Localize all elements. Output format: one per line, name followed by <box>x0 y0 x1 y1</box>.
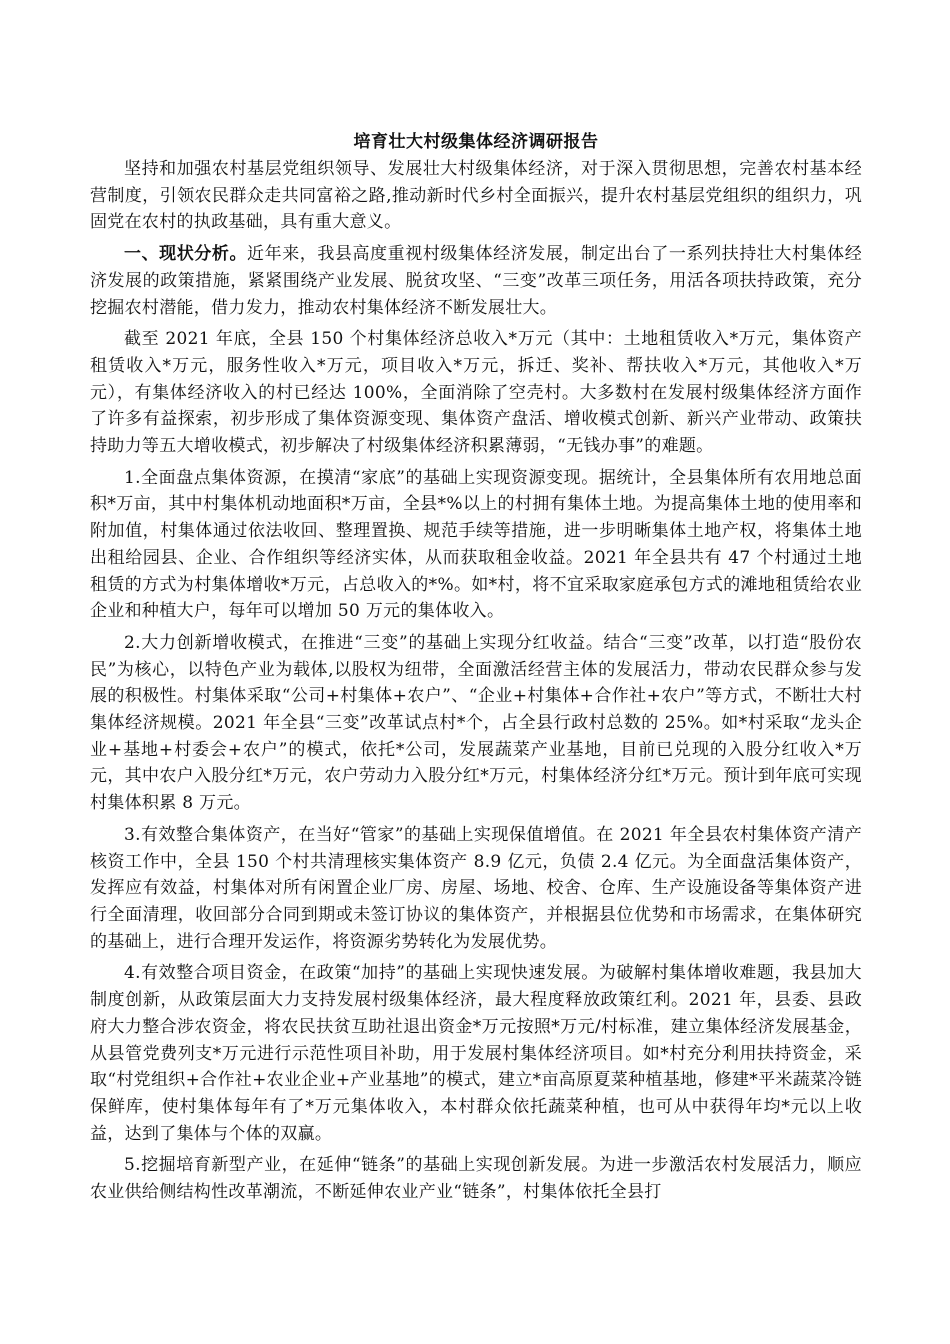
paragraph-text: 1.全面盘点集体资源，在摸清“家底”的基础上实现资源变现。据统计，全县集体所有农用地总面积*万亩，其中村集体机动地面积*万亩，全县*%以上的村拥有集体土地。为提高集体土地的使用率和附加值，村集体通过依法收回、整理置换、规范手续等措施，进一步明晰集体土地产权，将集体土地出租给园县、企业、合作组织等经济实体，从而获取租金收益。2021 年全县共有 47 个村通过土地租赁的方式为村集体增收*万元，占总收入的*%。如*村，将不宜采取家庭承包方式的滩地租赁给农业企业和种植大户，每年可以增加 50 万元的集体收入。 <box>90 467 862 622</box>
paragraph-item-1 <box>90 465 862 625</box>
paragraph-text: 2.大力创新增收模式，在推进“三变”的基础上实现分红收益。结合“三变”改革，以打造“股份农民”为核心，以特色产业为载体,以股权为纽带，全面激活经营主体的发展活力，带动农民群众参与发展的积极性。村集体采取“公司+村集体+农户”、“企业+村集体+合作社+农户”等方式，不断壮大村集体经济规模。2021 年全县“三变”改革试点村*个，占全县行政村总数的 25%。如*村采取“龙头企业+基地+村委会+农户”的模式，依托*公司，发展蔬菜产业基地，目前已兑现的入股分红收入*万元，其中农户入股分红*万元，农户劳动力入股分红*万元，村集体经济分红*万元。预计到年底可实现村集体积累 8 万元。 <box>90 632 862 814</box>
paragraph-text: 截至 2021 年底，全县 150 个村集体经济总收入*万元（其中：土地租赁收入*万元，集体资产租赁收入*万元，服务性收入*万元，项目收入*万元，拆迁、奖补、帮扶收入*万元，其他收入*万元），有集体经济收入的村已经达 100%，全面消除了空壳村。大多数村在发展村级集体经济方面作了许多有益探索，初步形成了集体资源变现、集体资产盘活、增收模式创新、新兴产业带动、政策扶持助力等五大增收模式，初步解决了村级集体经济积累薄弱，“无钱办事”的难题。 <box>90 329 862 457</box>
paragraph-text: 4.有效整合项目资金，在政策“加持”的基础上实现快速发展。为破解村集体增收难题，我县加大制度创新，从政策层面大力支持发展村级集体经济，最大程度释放政策红利。2021 年，县委、县政府大力整合涉农资金，将农民扶贫互助社退出资金*万元按照*万元/村标准，建立集体经济发展基金，从县管党费列支*万元进行示范性项目补助，用于发展村集体经济项目。如*村充分利用扶持资金，采取“村党组织+合作社+农业企业+产业基地”的模式，建立*亩高原夏菜种植基地，修建*平米蔬菜冷链保鲜库，使村集体每年有了*万元集体收入，本村群众依托蔬菜种植，也可从中获得年均*元以上收益，达到了集体与个体的双赢。 <box>90 963 862 1144</box>
paragraph-status-analysis <box>90 241 862 321</box>
paragraph-item-4 <box>90 960 862 1147</box>
paragraph-item-3 <box>90 822 862 956</box>
document-page <box>90 128 862 1211</box>
document-title: 培育壮大村级集体经济调研报告 <box>353 132 599 152</box>
paragraph-item-5 <box>90 1152 862 1205</box>
paragraph-income-summary <box>90 326 862 460</box>
paragraph-text: 3.有效整合集体资产，在当好“管家”的基础上实现保值增值。在 2021 年全县农村集体资产清产核资工作中，全县 150 个村共清理核实集体资产 8.9 亿元，负债 2.4 亿元。为全面盘活集体资产，发挥应有效益，村集体对所有闲置企业厂房、房屋、场地、校舍、仓库、生产设施设备等集体资产进行全面清理，收回部分合同到期或未签订协议的集体资产，并根据县位优势和市场需求，在集体研究的基础上，进行合理开发运作，将资源劣势转化为发展优势。 <box>90 824 862 952</box>
section-heading: 一、现状分析。 <box>124 244 248 265</box>
paragraph-intro <box>90 156 862 236</box>
paragraph-text: 近年来，我县高度重视村级集体经济发展，制定出台了一系列扶持壮大村集体经济发展的政策措施，紧紧围绕产业发展、脱贫攻坚、“三变”改革三项任务，用活各项扶持政策，充分挖掘农村潜能，借力发力，推动农村集体经济不断发展壮大。 <box>90 244 862 318</box>
paragraph-text: 5.挖掘培育新型产业，在延伸“链条”的基础上实现创新发展。为进一步激活农村发展活力，顺应农业供给侧结构性改革潮流，不断延伸农业产业“链条”，村集体依托全县打 <box>90 1155 862 1203</box>
paragraph-item-2 <box>90 630 862 817</box>
paragraph-text: 坚持和加强农村基层党组织领导、发展壮大村级集体经济，对于深入贯彻思想，完善农村基本经营制度，引领农民群众走共同富裕之路,推动新时代乡村全面振兴，提升农村基层党组织的组织力，巩固党在农村的执政基础，具有重大意义。 <box>90 159 862 233</box>
